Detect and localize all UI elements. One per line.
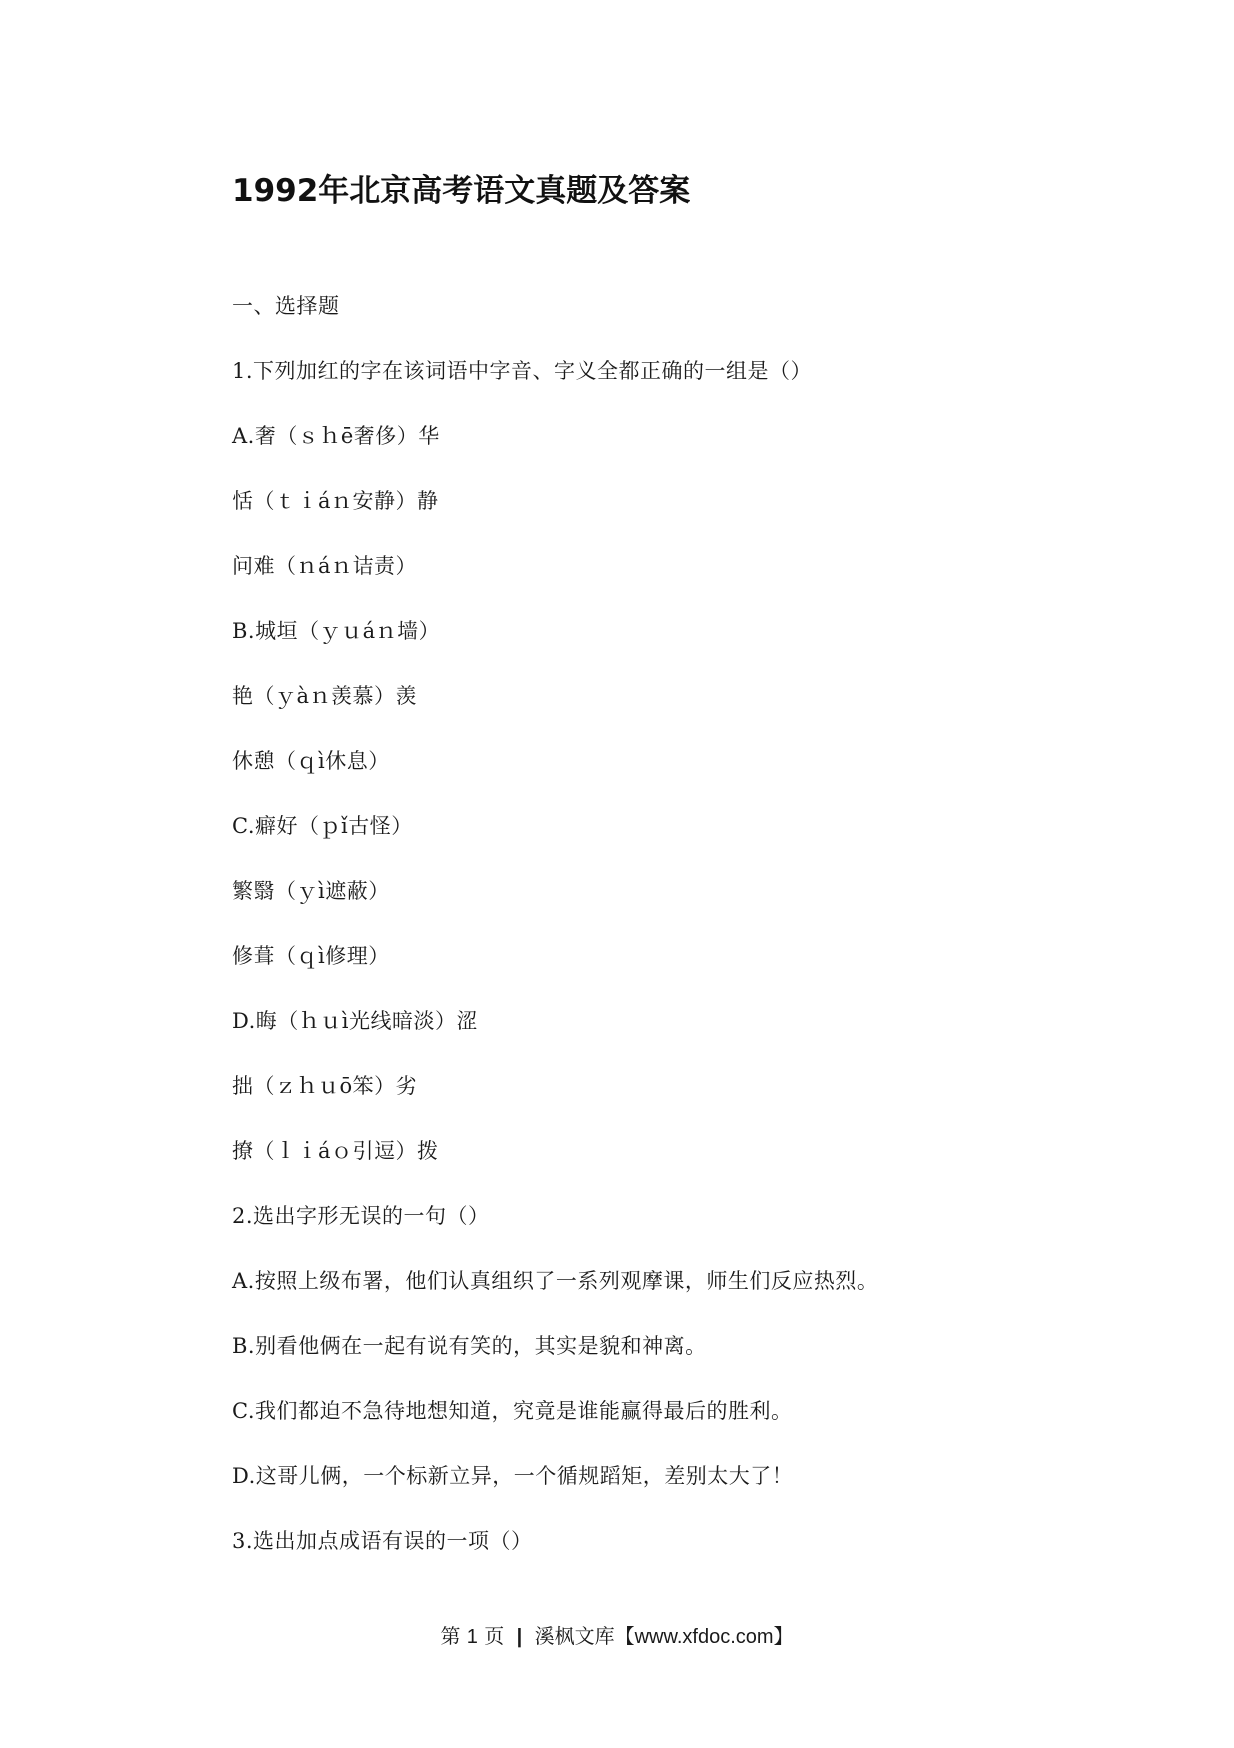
question-2: 2.选出字形无误的一句（） xyxy=(232,1204,490,1228)
question-1: 1.下列加红的字在该词语中字音、字义全都正确的一组是（） xyxy=(232,359,813,383)
q1-option-a-item-3: 问难（ｎáｎ诘责） xyxy=(232,554,418,578)
q2-option-d: D.这哥儿俩，一个标新立异，一个循规蹈矩，差别太大了！ xyxy=(232,1464,794,1488)
page-title: 1992年北京高考语文真题及答案 xyxy=(232,173,691,209)
q2-option-c: C.我们都迫不急待地想知道，究竟是谁能赢得最后的胜利。 xyxy=(232,1399,793,1423)
footer-bracket-open: 【 xyxy=(614,1624,635,1648)
q1-option-c: C.癖好（ｐǐ古怪） xyxy=(232,814,413,838)
footer-bracket-close: 】 xyxy=(773,1624,794,1648)
q1-option-d: D.晦（ｈｕì光线暗淡）涩 xyxy=(232,1009,478,1033)
q1-option-d-item-3: 撩（ｌｉáｏ引逗）拨 xyxy=(232,1139,439,1163)
section-heading: 一、选择题 xyxy=(232,294,340,318)
q1-option-a-item-2: 恬（ｔｉáｎ安静）静 xyxy=(232,489,439,513)
q1-option-b-item-3: 休憩（ｑì休息） xyxy=(232,749,390,773)
footer-page-prefix: 第 xyxy=(440,1624,461,1648)
q2-option-a: A.按照上级布署，他们认真组织了一系列观摩课，师生们反应热烈。 xyxy=(232,1269,879,1293)
q1-option-d-item-2: 拙（ｚｈｕō笨）劣 xyxy=(232,1074,418,1098)
footer-site-name: 溪枫文库 xyxy=(534,1624,615,1648)
footer-page-number: 1 xyxy=(466,1626,478,1648)
page-footer xyxy=(0,1616,1234,1657)
question-3: 3.选出加点成语有误的一项（） xyxy=(232,1529,533,1553)
q1-option-b: B.城垣（ｙｕáｎ墙） xyxy=(232,619,441,643)
q1-option-b-item-2: 艳（ｙàｎ羡慕）羡 xyxy=(232,684,418,708)
footer-separator: | xyxy=(516,1626,523,1648)
q1-option-c-item-2: 繁翳（ｙì遮蔽） xyxy=(232,879,390,903)
footer-url-link[interactable]: www.xfdoc.com xyxy=(634,1626,774,1648)
q1-option-a: A.奢（ｓｈē奢侈）华 xyxy=(232,424,440,448)
q1-option-c-item-3: 修葺（ｑì修理） xyxy=(232,944,390,968)
q2-option-b: B.别看他俩在一起有说有笑的，其实是貌和神离。 xyxy=(232,1334,707,1358)
document-body xyxy=(232,286,1032,1586)
footer-page-suffix: 页 xyxy=(484,1624,505,1648)
